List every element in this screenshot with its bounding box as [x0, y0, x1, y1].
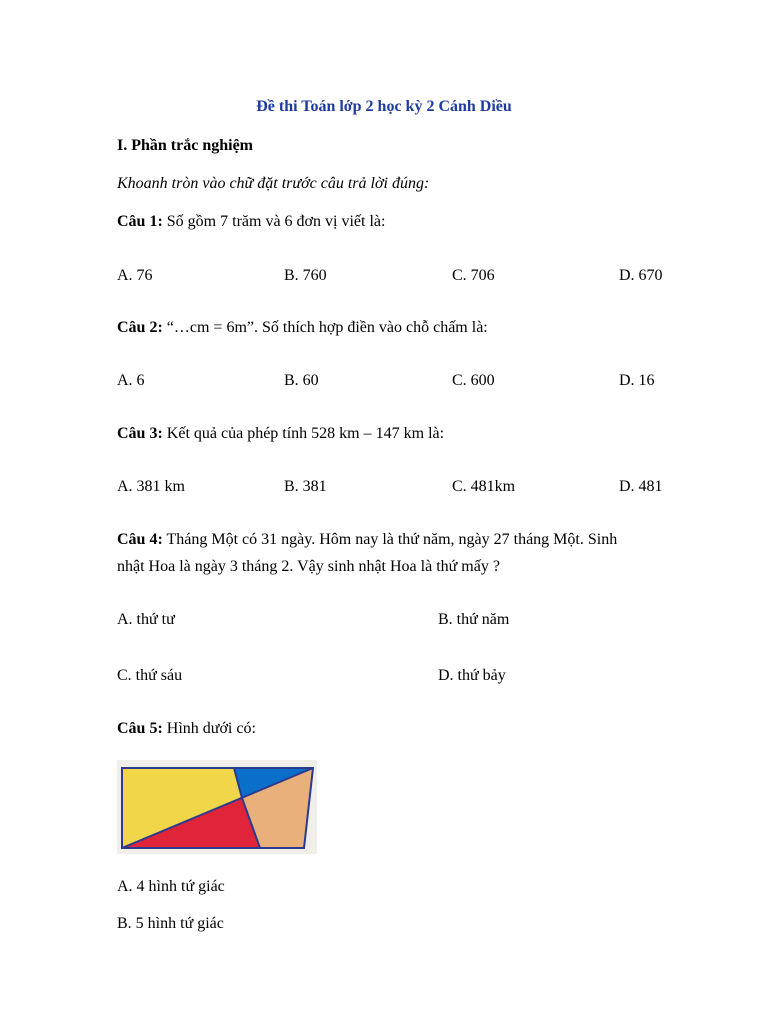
question-3-label: Câu 3:: [117, 425, 163, 442]
q4-option-c[interactable]: C. thứ sáu: [117, 667, 183, 684]
q3-option-b[interactable]: B. 381: [284, 478, 327, 495]
q4-option-d[interactable]: D. thứ bảy: [438, 667, 506, 684]
question-5: [117, 719, 256, 739]
question-2-text: “…cm = 6m”. Số thích hợp điền vào chỗ chấm là:: [166, 319, 488, 336]
question-4-text-line1: Tháng Một có 31 ngày. Hôm nay là thứ năm, ngày 27 tháng Một. Sinh: [166, 531, 618, 548]
question-4-text-line2: nhật Hoa là ngày 3 tháng 2. Vậy sinh nhật Hoa là thứ mấy ?: [117, 558, 500, 575]
question-2-label: Câu 2:: [117, 319, 163, 336]
q1-option-a[interactable]: A. 76: [117, 267, 153, 284]
question-2: [117, 318, 488, 338]
question-1-text: Số gồm 7 trăm và 6 đơn vị viết là:: [166, 213, 386, 230]
section-heading: I. Phần trắc nghiệm: [117, 137, 253, 154]
q1-option-d[interactable]: D. 670: [619, 267, 663, 284]
question-5-text: Hình dưới có:: [166, 720, 256, 737]
q4-option-a[interactable]: A. thứ tư: [117, 611, 175, 628]
question-3: [117, 424, 444, 444]
q2-option-b[interactable]: B. 60: [284, 372, 319, 389]
q2-option-a[interactable]: A. 6: [117, 372, 145, 389]
question-4-label: Câu 4:: [117, 531, 163, 548]
q5-option-a[interactable]: A. 4 hình tứ giác: [117, 878, 225, 895]
question-1: [117, 212, 385, 232]
q2-option-c[interactable]: C. 600: [452, 372, 495, 389]
q3-option-d[interactable]: D. 481: [619, 478, 663, 495]
question-5-label: Câu 5:: [117, 720, 163, 737]
q1-option-b[interactable]: B. 760: [284, 267, 327, 284]
q1-option-c[interactable]: C. 706: [452, 267, 495, 284]
question-1-label: Câu 1:: [117, 213, 163, 230]
q3-option-a[interactable]: A. 381 km: [117, 478, 185, 495]
instruction-text: Khoanh tròn vào chữ đặt trước câu trả lời đúng:: [117, 175, 430, 192]
q4-option-b[interactable]: B. thứ năm: [438, 611, 510, 628]
document-title: Đề thi Toán lớp 2 học kỳ 2 Cánh Diều: [256, 98, 512, 115]
quadrilateral-figure: [117, 760, 317, 854]
q2-option-d[interactable]: D. 16: [619, 372, 655, 389]
question-3-text: Kết quả của phép tính 528 km – 147 km là:: [166, 425, 445, 442]
q5-option-b[interactable]: B. 5 hình tứ giác: [117, 915, 224, 932]
q3-option-c[interactable]: C. 481km: [452, 478, 516, 495]
question-4: [117, 530, 617, 550]
